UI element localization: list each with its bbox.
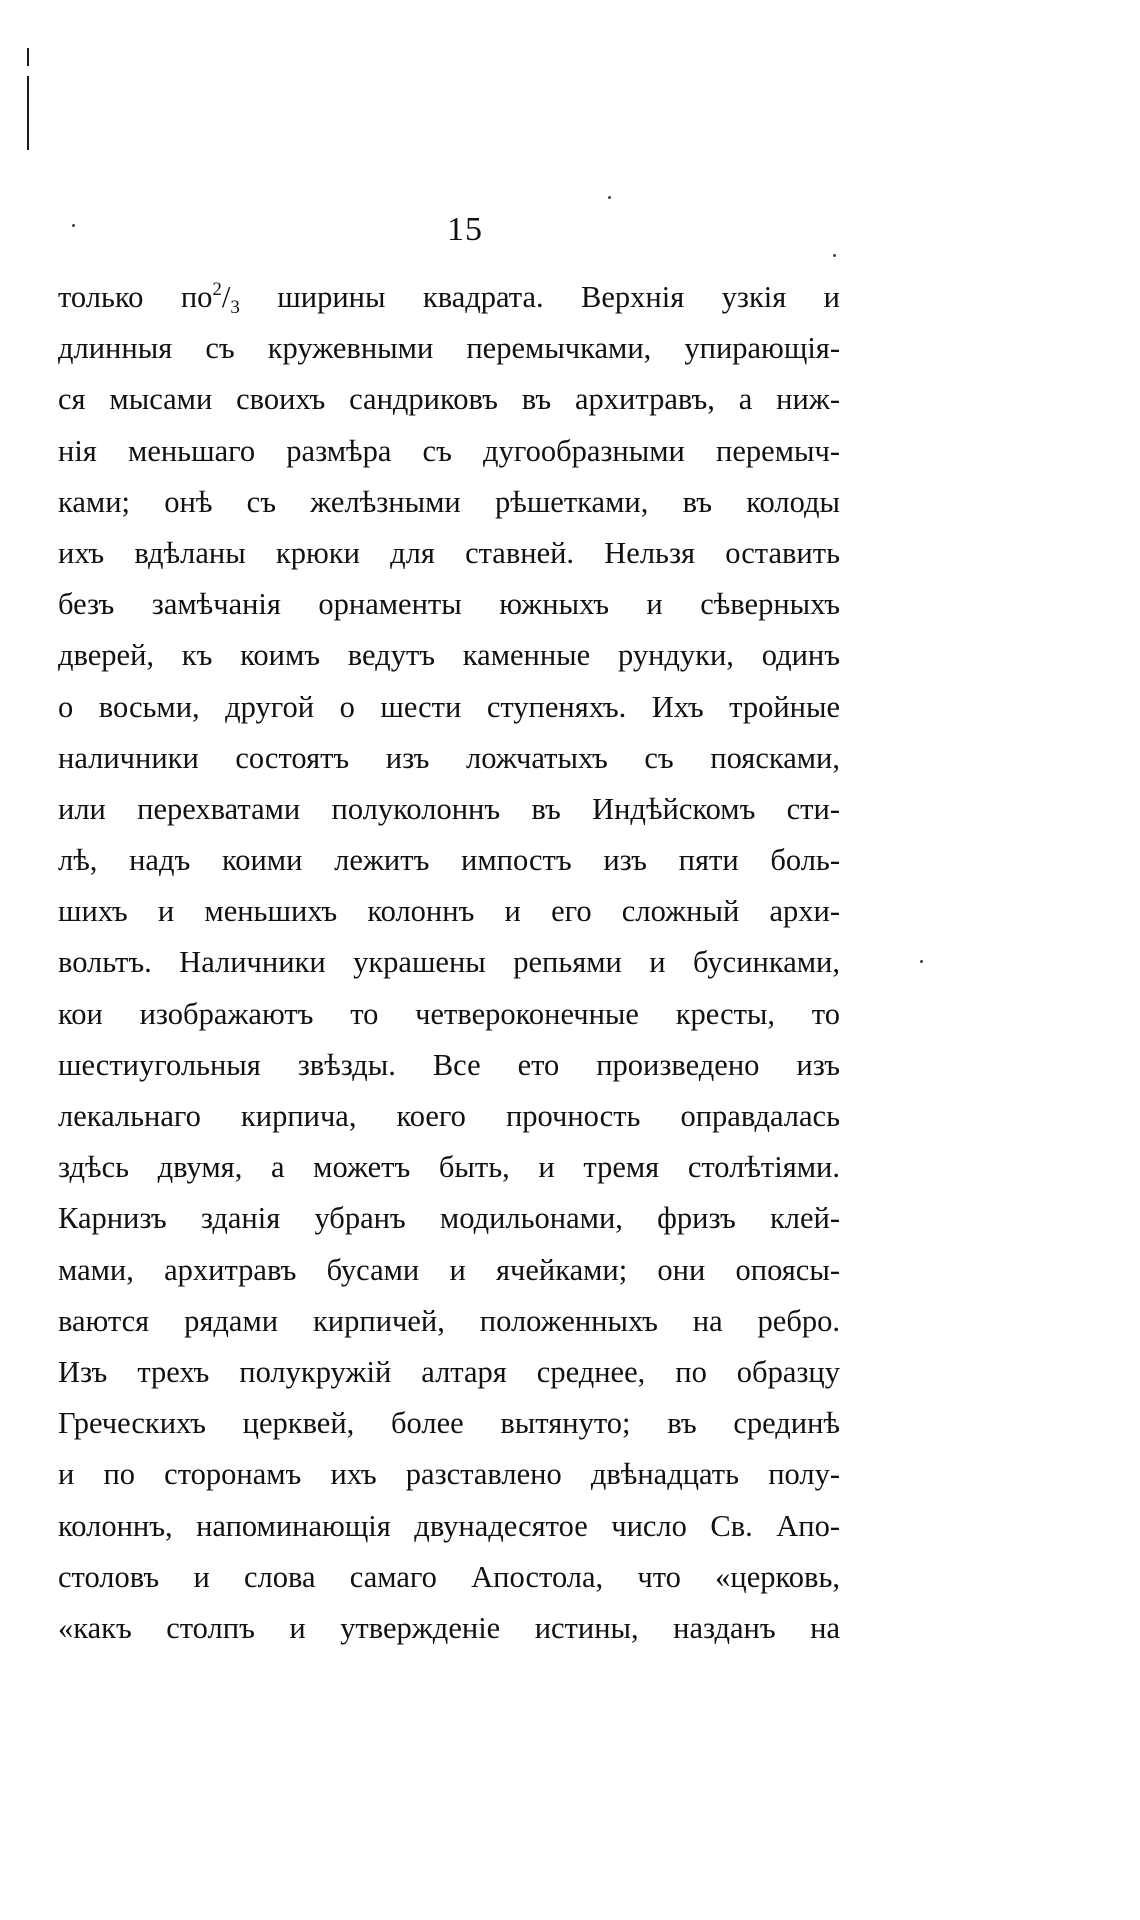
fraction-slash: / bbox=[221, 280, 231, 314]
page-number: 15 bbox=[447, 211, 483, 248]
text-line: колоннъ, напоминающія двунадесятое число Св. Апо- bbox=[58, 1508, 840, 1543]
text-line: длинныя съ кружевными перемычками, упирающія- bbox=[58, 331, 840, 366]
paper-speck bbox=[920, 960, 923, 963]
text-line: ихъ вдѣланы крюки для ставней. Нельзя оставить bbox=[58, 535, 840, 570]
text-line: безъ замѣчанія орнаменты южныхъ и сѣверныхъ bbox=[58, 587, 840, 622]
text-line: наличники состоятъ изъ ложчатыхъ съ поясками, bbox=[58, 740, 840, 775]
text-line: лѣ, надъ коими лежитъ импостъ изъ пяти боль- bbox=[58, 843, 840, 878]
fraction-denominator: 3 bbox=[230, 297, 240, 318]
paper-speck bbox=[833, 254, 836, 257]
text-line: шестиугольныя звѣзды. Все ето произведено изъ bbox=[58, 1047, 840, 1082]
body-text bbox=[58, 272, 840, 1654]
text-line: ками; онѣ съ желѣзными рѣшетками, въ колоды bbox=[58, 484, 840, 519]
text-line: кои изображаютъ то четвероконечные кресты, то bbox=[58, 996, 840, 1031]
paper-speck bbox=[608, 196, 611, 199]
text-line: здѣсь двумя, а можетъ быть, и тремя столѣтіями. bbox=[58, 1150, 840, 1185]
text-line: и по сторонамъ ихъ разставлено двѣнадцать полу- bbox=[58, 1457, 840, 1492]
text-line: Изъ трехъ полукружій алтаря среднее, по образцу bbox=[58, 1354, 840, 1389]
text-line: или перехватами полуколоннъ въ Индѣйскомъ сти- bbox=[58, 791, 840, 826]
text-line: только $по^2/_3$ ширины квадрата. Верхнія узкія и bbox=[58, 279, 840, 318]
text-line: Греческихъ церквей, более вытянуто; въ срединѣ bbox=[58, 1406, 840, 1441]
text-line: ваются рядами кирпичей, положенныхъ на ребро. bbox=[58, 1303, 840, 1338]
scan-edge-mark bbox=[27, 48, 29, 66]
text-line: дверей, къ коимъ ведутъ каменные рундуки, одинъ bbox=[58, 638, 840, 673]
scan-edge-mark bbox=[27, 76, 29, 150]
text-line: мами, архитравъ бусами и ячейками; они опоясы- bbox=[58, 1252, 840, 1287]
text-line: шихъ и меньшихъ колоннъ и его сложный архи- bbox=[58, 894, 840, 929]
fraction-numerator: 2 bbox=[212, 279, 222, 300]
text-line: вольтъ. Наличники украшены репьями и бусинками, bbox=[58, 945, 840, 980]
text-line: лекальнаго кирпича, коего прочность оправдалась bbox=[58, 1099, 840, 1133]
text-line: «какъ столпъ и утвержденіе истины, назданъ на bbox=[58, 1610, 840, 1645]
text-line: о восьми, другой о шести ступеняхъ. Ихъ тройные bbox=[58, 689, 840, 724]
text-line: ся мысами своихъ сандриковъ въ архитравъ, а ниж- bbox=[58, 382, 840, 417]
text-line: нія меньшаго размѣра съ дугообразными перемыч- bbox=[58, 433, 840, 468]
text-line: Карнизъ зданія убранъ модильонами, фризъ клей- bbox=[58, 1201, 840, 1236]
text-line: столовъ и слова самаго Апостола, что «церковь, bbox=[58, 1559, 840, 1594]
